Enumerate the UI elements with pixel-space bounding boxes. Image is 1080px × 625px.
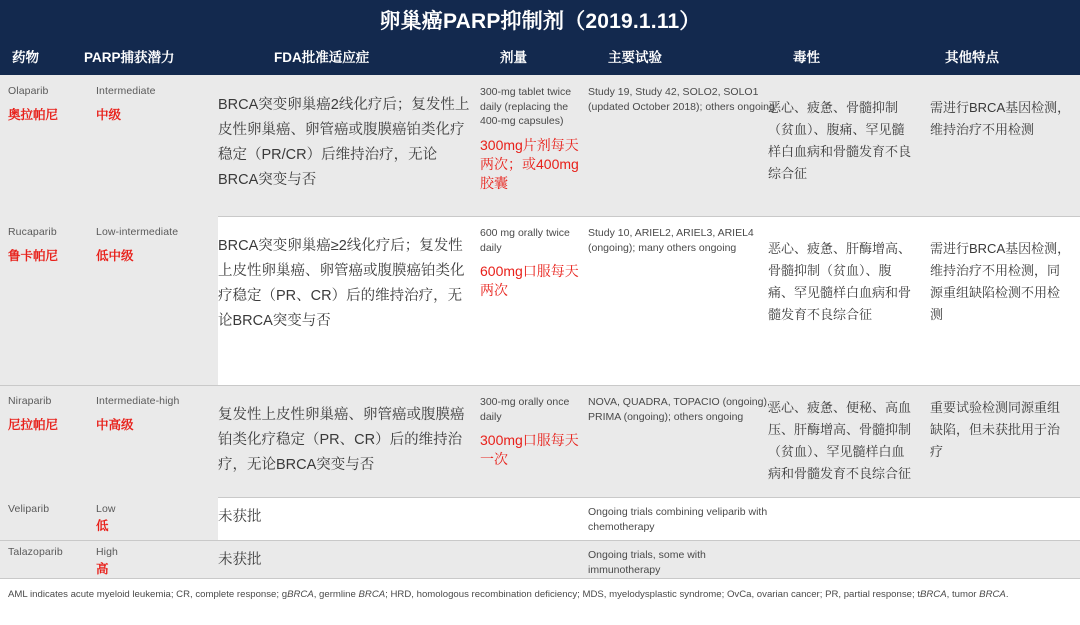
other-text: 需进行BRCA基因检测，维持治疗不用检测，同源重组缺陷检测不用检测	[930, 241, 1071, 322]
trials-text: Study 19, Study 42, SOLO2, SOLO1 (updated October 2018); others ongoing	[588, 86, 775, 113]
potency-cn: 低中级	[96, 249, 134, 263]
cell-potency	[96, 85, 206, 123]
cell-other	[930, 397, 1072, 463]
cell-drug	[8, 395, 84, 433]
row-divider	[0, 540, 1080, 541]
cell-indication	[218, 505, 470, 526]
cell-drug	[8, 546, 84, 559]
cell-trials	[588, 85, 778, 114]
drug-name-en: Rucaparib	[8, 226, 57, 238]
toxicity-text: 恶心、疲惫、骨髓抑制（贫血）、腹痛、罕见髓样白血病和骨髓发育不良综合征	[768, 100, 912, 181]
column-header-other: 其他特点	[945, 50, 999, 65]
footnote-part2: , germline	[313, 589, 359, 600]
potency-cn: 低	[96, 519, 109, 533]
footer-divider	[0, 578, 1080, 579]
trials-text: Study 10, ARIEL2, ARIEL3, ARIEL4 (ongoing); many others ongoing	[588, 227, 754, 254]
trials-text: Ongoing trials, some with immunotherapy	[588, 549, 706, 576]
column-header-indication: FDA批准适应症	[274, 50, 370, 65]
footnote-italic3: BRCA	[919, 589, 947, 600]
drug-name-cn: 鲁卡帕尼	[8, 249, 59, 263]
table-row[interactable]	[0, 497, 1080, 540]
column-header-dose: 剂量	[500, 50, 527, 65]
row-divider	[0, 385, 1080, 386]
toxicity-text: 恶心、疲惫、肝酶增高、骨髓抑制（贫血）、腹痛、罕见髓样白血病和骨髓发育不良综合征	[768, 241, 912, 322]
cell-other	[930, 238, 1072, 326]
cell-toxicity	[768, 97, 916, 185]
cell-other	[930, 97, 1072, 141]
potency-en: Low-intermediate	[96, 226, 179, 238]
cell-indication	[218, 548, 470, 569]
indication-text: 未获批	[218, 509, 262, 525]
column-header-row	[0, 46, 1080, 75]
footnote-italic1: BRCA	[287, 589, 314, 600]
table-row[interactable]	[0, 385, 1080, 497]
indication-text: BRCA突变卵巢癌2线化疗后；复发性上皮性卵巢癌、卵管癌或腹膜癌铂类化疗稳定（PR/CR）后维持治疗，无论BRCA突变与否	[218, 97, 470, 188]
column-header-drug: 药物	[12, 50, 39, 65]
footnote-part4: , tumor	[946, 589, 980, 600]
page-title: 卵巢癌PARP抑制剂（2019.1.11）	[379, 10, 701, 33]
cell-trials	[588, 548, 778, 577]
footnote-part1: AML indicates acute myeloid leukemia; CR, complete response; g	[8, 589, 288, 600]
cell-potency	[96, 395, 206, 433]
drug-name-en: Niraparib	[8, 395, 52, 407]
toxicity-text: 恶心、疲惫、便秘、高血压、肝酶增高、骨髓抑制（贫血）、罕见髓样白血病和骨髓发育不良综合征	[768, 400, 912, 481]
footnote-part3: ; HRD, homologous recombination deficiency; MDS, myelodysplastic syndrome; OvCa, ovarian cancer; PR, partial response; t	[385, 589, 920, 600]
dose-en: 600 mg orally twice daily	[480, 227, 570, 254]
dose-cn: 600mg口服每天两次	[480, 263, 579, 298]
other-text: 重要试验检测同源重组缺陷，但未获批用于治疗	[930, 400, 1061, 459]
cell-drug	[8, 226, 84, 264]
cell-indication	[218, 403, 470, 478]
potency-cn: 中高级	[96, 418, 134, 432]
cell-trials	[588, 395, 778, 424]
potency-cn: 中级	[96, 108, 122, 122]
trials-text: Ongoing trials combining veliparib with chemotherapy	[588, 506, 768, 533]
trials-text: NOVA, QUADRA, TOPACIO (ongoing), PRIMA (ongoing); others ongoing	[588, 396, 770, 423]
dose-en: 300-mg orally once daily	[480, 396, 570, 423]
indication-text: 复发性上皮性卵巢癌、卵管癌或腹膜癌铂类化疗稳定（PR、CR）后的维持治疗，无论BRCA突变与否	[218, 407, 465, 473]
potency-en: Low	[96, 503, 116, 515]
column-header-potency: PARP捕获潜力	[84, 50, 175, 65]
table-row[interactable]	[0, 216, 1080, 385]
table-body	[0, 75, 1080, 578]
cell-potency	[96, 503, 206, 534]
indication-text: BRCA突变卵巢癌≥2线化疗后；复发性上皮性卵巢癌、卵管癌或腹膜癌铂类化疗稳定（PR、CR）后的维持治疗，无论BRCA突变与否	[218, 238, 465, 329]
cell-potency	[96, 546, 206, 577]
dose-cn: 300mg口服每天一次	[480, 432, 579, 467]
drug-name-en: Olaparib	[8, 85, 49, 97]
drug-name-en: Veliparib	[8, 503, 50, 515]
footnote	[8, 588, 1072, 601]
cell-dose	[480, 395, 580, 469]
footnote-italic4: BRCA	[979, 589, 1006, 600]
potency-en: High	[96, 546, 118, 558]
indication-text: 未获批	[218, 552, 262, 568]
potency-en: Intermediate	[96, 85, 156, 97]
potency-en: Intermediate-high	[96, 395, 180, 407]
other-text: 需进行BRCA基因检测，维持治疗不用检测	[930, 100, 1071, 137]
dose-cn: 300mg片剂每天两次；或400mg胶囊	[480, 136, 579, 191]
cell-toxicity	[768, 238, 916, 326]
table-row[interactable]	[0, 540, 1080, 578]
cell-potency	[96, 226, 206, 264]
footnote-part5: .	[1005, 589, 1009, 600]
column-header-trials: 主要试验	[608, 50, 662, 65]
cell-toxicity	[768, 397, 916, 485]
cell-drug	[8, 85, 84, 123]
cell-indication	[218, 93, 470, 193]
cell-trials	[588, 226, 778, 255]
cell-trials	[588, 505, 778, 534]
column-header-toxicity: 毒性	[793, 50, 820, 65]
drug-name-cn: 尼拉帕尼	[8, 418, 59, 432]
drug-name-cn: 奥拉帕尼	[8, 108, 59, 122]
footnote-italic2: BRCA	[358, 589, 386, 600]
drug-name-en: Talazoparib	[8, 546, 63, 558]
dose-en: 300-mg tablet twice daily (replacing the 400-mg capsules)	[480, 86, 572, 127]
table-header-band	[0, 0, 1080, 75]
cell-drug	[8, 503, 84, 516]
cell-indication	[218, 234, 470, 334]
cell-dose	[480, 226, 580, 300]
cell-dose	[480, 85, 580, 193]
table-row[interactable]	[0, 75, 1080, 216]
potency-cn: 高	[96, 562, 109, 576]
